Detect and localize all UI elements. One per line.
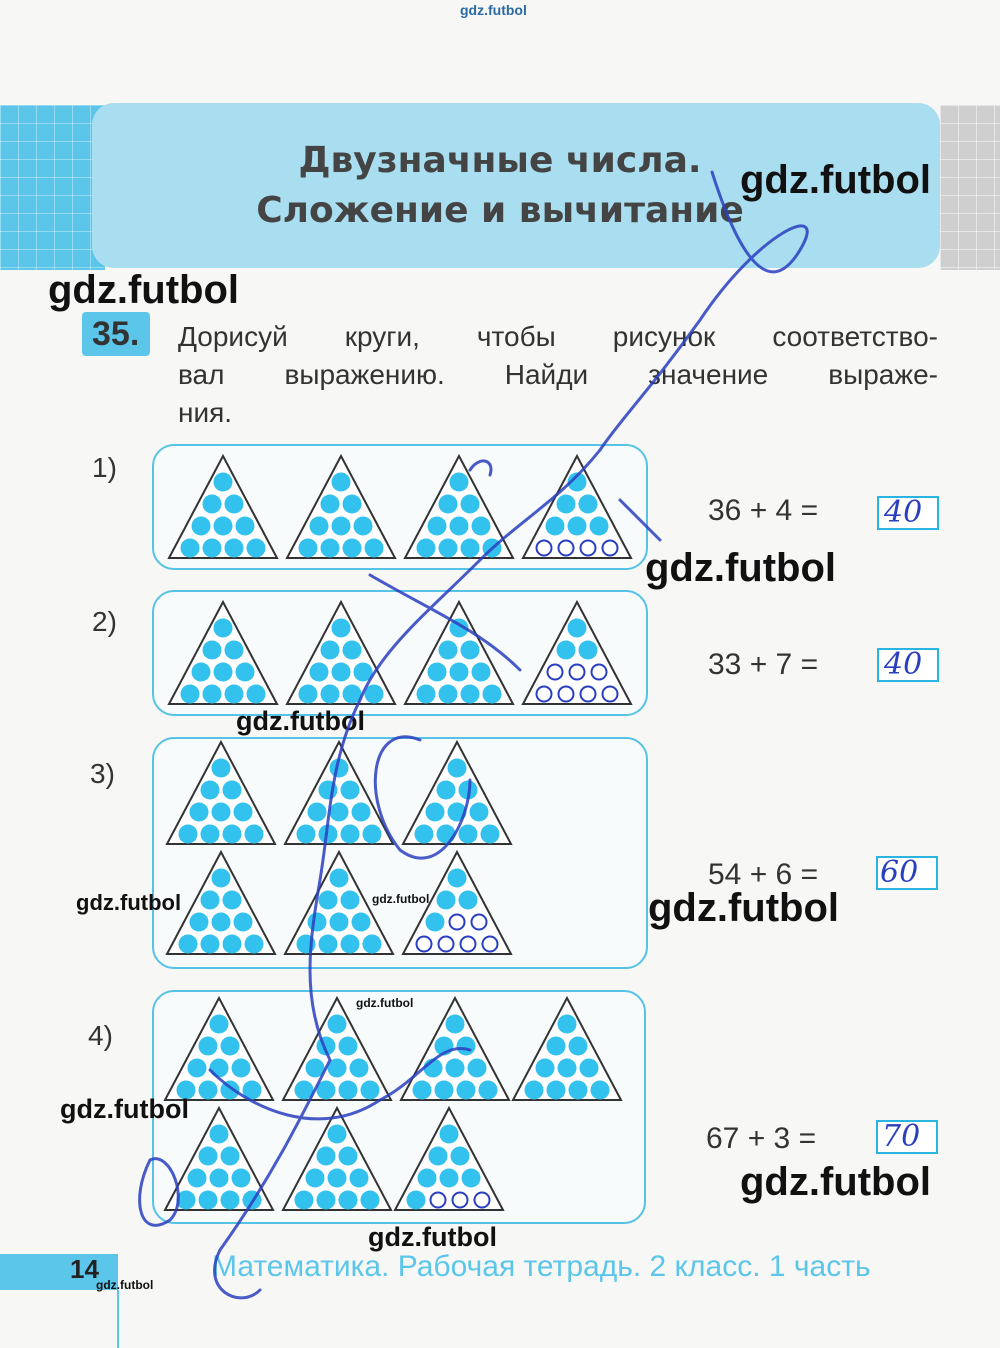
- filled-dot: [569, 1081, 588, 1100]
- filled-dot: [558, 1015, 577, 1034]
- filled-dot: [319, 891, 338, 910]
- filled-dot: [459, 825, 478, 844]
- filled-dot: [361, 1081, 380, 1100]
- filled-dot: [201, 781, 220, 800]
- filled-dot: [214, 517, 233, 536]
- filled-dot: [536, 1059, 555, 1078]
- watermark-ex4-bottom: gdz.futbol: [368, 1222, 497, 1252]
- triangle-graphic: [393, 1106, 505, 1212]
- page-title-line2: Сложение и вычитание: [256, 190, 744, 231]
- filled-dot: [354, 517, 373, 536]
- triangle-graphic: [165, 740, 277, 846]
- filled-dot: [415, 825, 434, 844]
- filled-dot: [461, 641, 480, 660]
- filled-dot: [591, 1081, 610, 1100]
- filled-dot: [426, 803, 445, 822]
- filled-dot: [557, 641, 576, 660]
- watermark-ex1: gdz.futbol: [645, 546, 837, 590]
- dot-triangle: [285, 454, 397, 565]
- filled-dot: [332, 619, 351, 638]
- dot-triangle: [393, 1106, 505, 1217]
- filled-dot: [417, 539, 436, 558]
- task-line: вал выражению. Найди значение выраже-: [178, 359, 938, 390]
- filled-dot: [221, 1081, 240, 1100]
- filled-dot: [558, 1059, 577, 1078]
- filled-dot: [332, 473, 351, 492]
- filled-dot: [247, 539, 266, 558]
- watermark-ex4-small: gdz.futbol: [356, 996, 414, 1010]
- filled-dot: [468, 1059, 487, 1078]
- filled-dot: [341, 891, 360, 910]
- filled-dot: [450, 619, 469, 638]
- filled-dot: [428, 663, 447, 682]
- dot-triangle: [167, 454, 279, 565]
- filled-dot: [354, 663, 373, 682]
- filled-dot: [547, 1037, 566, 1056]
- filled-dot: [190, 803, 209, 822]
- filled-dot: [339, 1191, 358, 1210]
- filled-dot: [223, 891, 242, 910]
- filled-dot: [343, 495, 362, 514]
- exercise-label: 4): [88, 1020, 113, 1051]
- filled-dot: [352, 913, 371, 932]
- watermark-ex2: gdz.futbol: [236, 706, 365, 736]
- filled-dot: [214, 663, 233, 682]
- filled-dot: [450, 663, 469, 682]
- dot-triangle: [165, 740, 277, 851]
- filled-dot: [330, 869, 349, 888]
- watermark-top: gdz.futbol: [460, 2, 527, 18]
- filled-dot: [225, 495, 244, 514]
- filled-dot: [341, 825, 360, 844]
- filled-dot: [343, 641, 362, 660]
- filled-dot: [365, 539, 384, 558]
- triangle-graphic: [511, 996, 623, 1102]
- filled-dot: [201, 891, 220, 910]
- dot-triangle: [285, 600, 397, 711]
- filled-dot: [450, 473, 469, 492]
- dot-triangle: [165, 850, 277, 961]
- filled-dot: [461, 495, 480, 514]
- filled-dot: [407, 1191, 426, 1210]
- filled-dot: [245, 935, 264, 954]
- filled-dot: [448, 803, 467, 822]
- filled-dot: [481, 825, 500, 844]
- book-title: Математика. Рабочая тетрадь. 2 класс. 1 часть: [212, 1250, 871, 1283]
- triangle-graphic: [403, 600, 515, 706]
- answer-value: 60: [880, 855, 919, 890]
- filled-dot: [437, 825, 456, 844]
- filled-dot: [201, 935, 220, 954]
- filled-dot: [568, 619, 587, 638]
- watermark-ex3-left: gdz.futbol: [76, 890, 182, 915]
- filled-dot: [437, 781, 456, 800]
- exercise-label: 3): [90, 758, 115, 789]
- filled-dot: [297, 935, 316, 954]
- filled-dot: [212, 869, 231, 888]
- filled-dot: [457, 1037, 476, 1056]
- exercise-label: 2): [92, 606, 117, 637]
- filled-dot: [435, 1081, 454, 1100]
- filled-dot: [199, 1147, 218, 1166]
- filled-dot: [446, 1059, 465, 1078]
- watermark-header-left: gdz.futbol: [48, 268, 240, 312]
- filled-dot: [525, 1081, 544, 1100]
- filled-dot: [440, 1169, 459, 1188]
- filled-dot: [319, 825, 338, 844]
- filled-dot: [363, 935, 382, 954]
- triangle-graphic: [399, 996, 511, 1102]
- filled-dot: [579, 495, 598, 514]
- dot-triangle: [167, 600, 279, 711]
- filled-dot: [330, 803, 349, 822]
- filled-dot: [446, 1015, 465, 1034]
- task-line: Дорисуй круги, чтобы рисунок соответство-: [178, 321, 938, 352]
- triangle-graphic: [281, 1106, 393, 1212]
- filled-dot: [429, 1147, 448, 1166]
- filled-dot: [413, 1081, 432, 1100]
- filled-dot: [459, 891, 478, 910]
- filled-dot: [343, 539, 362, 558]
- filled-dot: [210, 1015, 229, 1034]
- filled-dot: [221, 1037, 240, 1056]
- dot-triangle: [401, 740, 513, 851]
- task-instructions: [178, 318, 938, 432]
- filled-dot: [317, 1191, 336, 1210]
- triangle-graphic: [285, 600, 397, 706]
- filled-dot: [203, 641, 222, 660]
- page-number: 14: [70, 1254, 99, 1284]
- filled-dot: [579, 641, 598, 660]
- filled-dot: [590, 517, 609, 536]
- filled-dot: [225, 685, 244, 704]
- expression: 54 + 6 =: [708, 858, 819, 891]
- filled-dot: [339, 1037, 358, 1056]
- filled-dot: [448, 759, 467, 778]
- dot-triangle: [511, 996, 623, 1107]
- triangle-graphic: [401, 740, 513, 846]
- triangle-graphic: [285, 454, 397, 560]
- filled-dot: [179, 825, 198, 844]
- filled-dot: [308, 913, 327, 932]
- margin-line: [117, 1290, 119, 1348]
- filled-dot: [483, 685, 502, 704]
- filled-dot: [310, 663, 329, 682]
- filled-dot: [450, 517, 469, 536]
- filled-dot: [221, 1147, 240, 1166]
- filled-dot: [321, 495, 340, 514]
- filled-dot: [328, 1015, 347, 1034]
- filled-dot: [225, 539, 244, 558]
- filled-dot: [295, 1191, 314, 1210]
- page-title-line1: Двузначные числа.: [298, 140, 702, 181]
- filled-dot: [306, 1059, 325, 1078]
- filled-dot: [192, 663, 211, 682]
- filled-dot: [317, 1147, 336, 1166]
- expression: 33 + 7 =: [708, 648, 819, 681]
- filled-dot: [223, 825, 242, 844]
- filled-dot: [330, 913, 349, 932]
- filled-dot: [181, 685, 200, 704]
- filled-dot: [546, 517, 565, 536]
- filled-dot: [210, 1125, 229, 1144]
- triangle-graphic: [403, 454, 515, 560]
- watermark-ex4-right: gdz.futbol: [740, 1160, 932, 1204]
- filled-dot: [328, 1125, 347, 1144]
- filled-dot: [245, 825, 264, 844]
- filled-dot: [221, 1191, 240, 1210]
- filled-dot: [332, 517, 351, 536]
- filled-dot: [308, 803, 327, 822]
- filled-dot: [361, 1191, 380, 1210]
- filled-dot: [179, 935, 198, 954]
- exercise-label: 1): [92, 452, 117, 483]
- filled-dot: [177, 1191, 196, 1210]
- answer-value: 40: [884, 495, 923, 530]
- expression: 67 + 3 =: [706, 1122, 817, 1155]
- filled-dot: [223, 781, 242, 800]
- filled-dot: [243, 1081, 262, 1100]
- filled-dot: [247, 685, 266, 704]
- filled-dot: [236, 517, 255, 536]
- filled-dot: [547, 1081, 566, 1100]
- task-number: 35.: [82, 312, 150, 356]
- filled-dot: [321, 641, 340, 660]
- filled-dot: [203, 685, 222, 704]
- filled-dot: [214, 619, 233, 638]
- filled-dot: [212, 759, 231, 778]
- watermark-ex4-left: gdz.futbol: [60, 1094, 189, 1124]
- filled-dot: [181, 539, 200, 558]
- watermark-ex3-right: gdz.futbol: [648, 886, 840, 930]
- filled-dot: [203, 495, 222, 514]
- filled-dot: [192, 517, 211, 536]
- answer-value: 70: [882, 1119, 921, 1154]
- dot-triangle: [521, 454, 633, 565]
- task-line: ния.: [178, 397, 233, 428]
- filled-dot: [321, 685, 340, 704]
- filled-dot: [317, 1037, 336, 1056]
- filled-dot: [341, 935, 360, 954]
- expression: 36 + 4 =: [708, 494, 819, 527]
- filled-dot: [243, 1191, 262, 1210]
- header-right-decoration: [940, 105, 1000, 270]
- filled-dot: [225, 641, 244, 660]
- filled-dot: [568, 517, 587, 536]
- watermark-footer: gdz.futbol: [96, 1278, 154, 1292]
- filled-dot: [472, 517, 491, 536]
- filled-dot: [352, 803, 371, 822]
- triangle-graphic: [163, 996, 275, 1102]
- header-left-decoration: [0, 105, 105, 270]
- triangle-graphic: [281, 996, 393, 1102]
- filled-dot: [343, 685, 362, 704]
- watermark-ex3-small: gdz.futbol: [372, 892, 430, 906]
- triangle-graphic: [521, 454, 633, 560]
- filled-dot: [461, 685, 480, 704]
- filled-dot: [424, 1059, 443, 1078]
- filled-dot: [321, 539, 340, 558]
- filled-dot: [557, 495, 576, 514]
- filled-dot: [363, 825, 382, 844]
- filled-dot: [199, 1191, 218, 1210]
- filled-dot: [317, 1081, 336, 1100]
- filled-dot: [299, 539, 318, 558]
- triangle-graphic: [167, 600, 279, 706]
- filled-dot: [295, 1081, 314, 1100]
- filled-dot: [417, 685, 436, 704]
- filled-dot: [483, 539, 502, 558]
- filled-dot: [440, 1125, 459, 1144]
- filled-dot: [201, 825, 220, 844]
- filled-dot: [319, 935, 338, 954]
- filled-dot: [199, 1081, 218, 1100]
- filled-dot: [188, 1059, 207, 1078]
- triangle-graphic: [167, 454, 279, 560]
- filled-dot: [297, 825, 316, 844]
- filled-dot: [319, 781, 338, 800]
- filled-dot: [451, 1147, 470, 1166]
- filled-dot: [328, 1169, 347, 1188]
- filled-dot: [350, 1169, 369, 1188]
- answer-value: 40: [884, 647, 923, 682]
- filled-dot: [223, 935, 242, 954]
- filled-dot: [299, 685, 318, 704]
- filled-dot: [234, 803, 253, 822]
- filled-dot: [448, 869, 467, 888]
- filled-dot: [232, 1059, 251, 1078]
- dot-triangle: [283, 740, 395, 851]
- filled-dot: [339, 1081, 358, 1100]
- filled-dot: [306, 1169, 325, 1188]
- dot-triangle: [403, 600, 515, 711]
- filled-dot: [470, 803, 489, 822]
- filled-dot: [426, 913, 445, 932]
- filled-dot: [210, 1059, 229, 1078]
- filled-dot: [350, 1059, 369, 1078]
- filled-dot: [190, 913, 209, 932]
- filled-dot: [439, 685, 458, 704]
- dot-triangle: [403, 454, 515, 565]
- filled-dot: [580, 1059, 599, 1078]
- dot-triangle: [163, 996, 275, 1107]
- filled-dot: [203, 539, 222, 558]
- filled-dot: [328, 1059, 347, 1078]
- filled-dot: [236, 663, 255, 682]
- filled-dot: [341, 781, 360, 800]
- filled-dot: [365, 685, 384, 704]
- filled-dot: [199, 1037, 218, 1056]
- filled-dot: [457, 1081, 476, 1100]
- filled-dot: [568, 473, 587, 492]
- filled-dot: [459, 781, 478, 800]
- filled-dot: [462, 1169, 481, 1188]
- filled-dot: [435, 1037, 454, 1056]
- filled-dot: [339, 1147, 358, 1166]
- filled-dot: [461, 539, 480, 558]
- watermark-header-right: gdz.futbol: [740, 158, 932, 202]
- filled-dot: [418, 1169, 437, 1188]
- filled-dot: [569, 1037, 588, 1056]
- filled-dot: [437, 891, 456, 910]
- filled-dot: [472, 663, 491, 682]
- filled-dot: [210, 1169, 229, 1188]
- filled-dot: [330, 759, 349, 778]
- filled-dot: [439, 495, 458, 514]
- filled-dot: [479, 1081, 498, 1100]
- filled-dot: [310, 517, 329, 536]
- dot-triangle: [399, 996, 511, 1107]
- filled-dot: [212, 913, 231, 932]
- triangle-graphic: [165, 850, 277, 956]
- filled-dot: [439, 539, 458, 558]
- filled-dot: [428, 517, 447, 536]
- dot-triangle: [281, 1106, 393, 1217]
- filled-dot: [234, 913, 253, 932]
- filled-dot: [188, 1169, 207, 1188]
- filled-dot: [439, 641, 458, 660]
- filled-dot: [332, 663, 351, 682]
- triangle-graphic: [283, 740, 395, 846]
- dot-triangle: [281, 996, 393, 1107]
- filled-dot: [212, 803, 231, 822]
- dot-triangle: [521, 600, 633, 711]
- triangle-graphic: [521, 600, 633, 706]
- filled-dot: [232, 1169, 251, 1188]
- filled-dot: [214, 473, 233, 492]
